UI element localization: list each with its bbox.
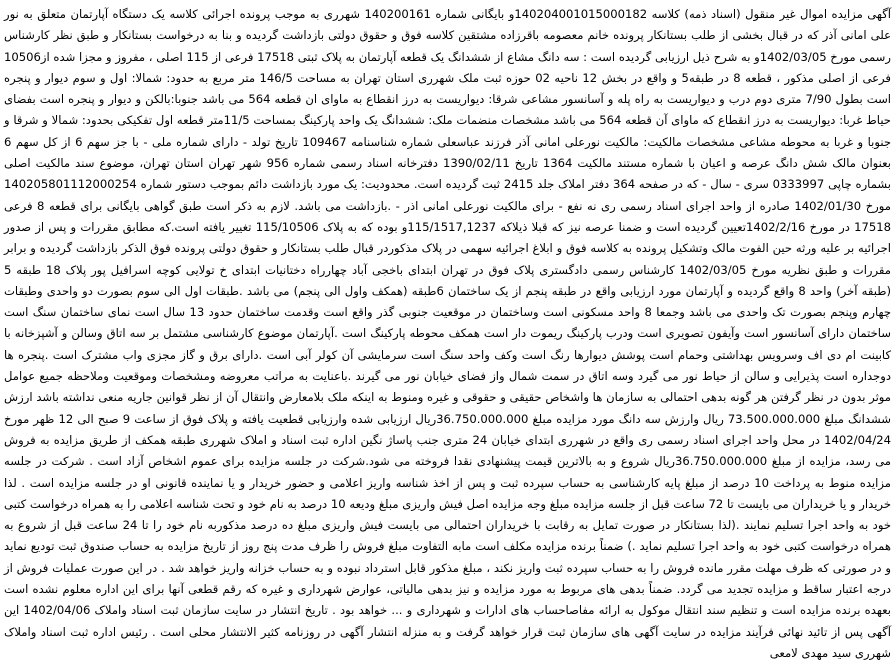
auction-notice-text: آگهی مزایده اموال غیر منقول (اسناد ذمه) کلاسه 140204001015000182و بایگانی شماره 140200161 شهرری به موجب پرونده اجرائی کلاسه یک دستگاه آپارتمان متعلق به نور علی امانی آذر که در قبال بخشی از طلب بستانکار پرونده خانم معصومه باقرزاده مشتقین کلاسه فوق و حقوق دولتی بازداشت گردیده و بنا به درخواست بستانکار و طبق نظر کارشناس رسمی مورخ 1402/03/05و به شرح ذیل ارزیابی گردیده است : سه دانگ مشاع از ششدانگ یک قطعه آپارتمان به پلاک ثبتی 17518 فرعی از 115 اصلی ، مفروز و مجزا شده از10506 فرعی از اصلی مذکور ، قطعه 8 در طبقه5 و واقع در بخش 12 ناحیه 02 حوزه ثبت ملک شهرری استان تهران به مساحت 146/5 متر مربع به حدود: شمالا: اول و سوم دیوار و پنجره است بطول 7/90 متری دوم درب و دیواریست به راه پله و آسانسور مشاعی شرقا: دیواریست به درز انقطاع به ماوای ان قطعه 564 می باشد جنوبا:بالکن و دیوار و پنجره است بفضای حیاط غربا: دیواریست به درز انقطاع که ماوای آن قطعه 564 می باشد مشخصات منضمات ملک: ششدانگ یک واحد پارکینگ بمساحت 11/5متر قطعه اول تفکیکی بحدود: شمالا و شرقا و جنوبا و غربا به محوطه مشاعی مشخصات مالکیت: مالکیت نورعلی امانی آذر فرزند عباسعلی شماره شناسنامه 109467 تاریخ تولد - دارای شماره ملی - با جز سهم 6 از کل سهم 6 بعنوان مالک شش دانگ عرصه و اعیان با شماره مستند مالکیت 1364 تاریخ 1390/02/11 دفترخانه اسناد رسمی شماره 956 شهر تهران استان تهران، موضوع سند مالکیت اصلی بشماره چاپی 0333997 سری - سال - که در صفحه 364 دفتر املاک جلد 2415 ثبت گردیده است. محدودیت: یک مورد بازداشت دائم بموجب دستور شماره 140205801112000254 مورخ 1402/01/30 صادره از واحد اجرای اسناد رسمی ری نه نفع - برای مالکیت نورعلی امانی اذر - .بازداشت می باشد. لازم به ذکر است طبق گواهی بایگانی برای قطعه 8 فرعی 17518 در مورخ 1402/2/16تعیین گردیده است و ضمنا عرصه نیز که قبلا ذیلاکه 115/1517,1237و بوده که به پلاک 115/10506 تغییر یافته است.که مطابق مقررات و پس از صدور اجرائیه بر علیه ورثه حین الفوت مالک وتشکیل پرونده به کلاسه فوق و ابلاغ اجرائیه سهمی در پلاک مذکوردر قبال طلب بستانکار و حقوق دولتی پرونده فوق الذکر بازداشت گردیده و برابر مقررات و طبق نظریه مورخ 1402/03/05 کارشناس رسمی دادگستری پلاک فوق در تهران ابتدای باخجی آباد چهارراه دختانیات ابتدای خ تولایی کوچه اسرافیل پور پلاک 18 طبقه 5 (طبقه آخر) واحد 8 واقع گردیده و آپارتمان مورد ارزیابی واقع در طبقه پنجم از یک ساختمان 6طبقه (همکف واول الی پنجم) می باشد .طبقات اول الی سوم بصورت دو واحدی وطبقات چهارم وپنجم بصورت تک واحدی می باشد وجمعا 8 واحد مسکونی است وساختمان در موقعیت جنوبی گذر واقع است وقدمت ساختمان حدود 13 سال است نمای ساختمان سنگ است ساختمان دارای آسانسور است وآیفون تصویری است ودرب پارکینگ ریموت دار است همکف محوطه پارکینگ است .آپارتمان موضوع کارشناسی مشتمل بر سه اتاق وسالن و آشپزخانه با کابینت ام دی اف وسرویس بهداشتی وحمام است پوشش دیوارها رنگ است وکف واحد سنگ است سرمایشی آن کولر آبی است .دارای برق و گاز مجزی واب مشترک است .پنجره ها دوجداره است پذیرایی و سالن از حیاط نور می گیرد وسه اتاق در سمت شمال واز فضای خیابان نور می گیرند .باعنایت به مراتب معروضه ومشخصات وموقعیت وملاحظه جمیع عوامل موثر بدون در نظر گرفتن هر گونه بدهی احتمالی به سازمان ها واشخاص حقیقی و حقوقی و غیره ومنوط به اینکه ملک بلامعارض وانتقال آن از نظر قوانین جاریه منعی نداشته باشد ارزش ششدانگ مبلغ 73.500.000.000 ریال وارزش سه دانگ مورد مزایده مبلغ 36.750.000.000ریال ارزیابی شده وارزیابی قطعیت یافته و پلاک فوق از ساعت 9 صبح الی 12 ظهر مورخ 1402/04/24 در محل واحد اجرای اسناد رسمی ری واقع در شهرری ابتدای خیابان 24 متری جنب پاساژ نگین اداره ثبت اسناد و املاک شهرری طبقه همکف از طریق مزایده به فروش می رسد، مزایده از مبلغ 36.750.000.000ریال شروع و به بالاترین قیمت پیشنهادی نقدا فروخته می شود.شرکت در جلسه مزایده برای عموم اشخاص آزاد است . شرکت در جلسه مزایده منوط به پرداخت 10 درصد از مبلغ پایه کارشناسی به حساب سپرده ثبت و پس از اخذ شناسه واریز اعلامی و حضور خریدار و یا نماینده قانونی او در جلسه مزایده است . لذا خریدار و یا خریداران می بایست تا 72 ساعت قبل از جلسه مزایده مبلغ وجه مزایده اصل فیش واریزی مبلغ ودیعه 10 درصد به نام خود و تحت شناسه اعلامی را به همراه درخواست کتبی خود به واحد اجرا تسلیم نمایند .(لذا بستانکار در صورت تمایل به رقابت با خریداران احتمالی می بایست فیش واریزی مبلغ ده درصد مذکوربه نام خود را تا 24 ساعت قبل از شروع به همراه درخواست کتبی خود به واحد اجرا تسلیم نماید .) ضمناً برنده مزایده مکلف است مابه التفاوت مبلغ فروش را ظرف مدت پنج روز از تاریخ مزایده به حساب صندوق ثبت تودیع نماید و در صورتی که ظرف مهلت مقرر مانده فروش را به حساب سپرده ثبت واریز نکند ، مبلغ مذکور قابل استرداد نبوده و به حساب خزانه واریز خواهد شد . در این صورت عملیات فروش از درجه اعتبار ساقط و مزایده تجدید می گردد. ضمناً بدهی های مربوط به مورد مزایده و نیز بدهی مالیاتی، عوارض شهرداری و غیره که رقم قطعی آنها برای این اداره معلوم نشده است بعهده برنده مزایده است و تنظیم سند انتقال موکول به ارائه مفاصاحساب های ادارات و شهرداری و ... خواهد بود . تاریخ انتشار در سایت سازمان ثبت اسناد واملاک 1402/04/06 این آگهی پس از تائید نهائی فرآیند مزایده در سایت آگهی های سازمان ثبت قرار خواهد گرفت و به منزله انتشار آگهی در روزنامه کثیر الانتشار محلی است . رئیس اداره ثبت اسناد واملاک شهرری سید مهدی لامعی: [4, 7, 892, 660]
